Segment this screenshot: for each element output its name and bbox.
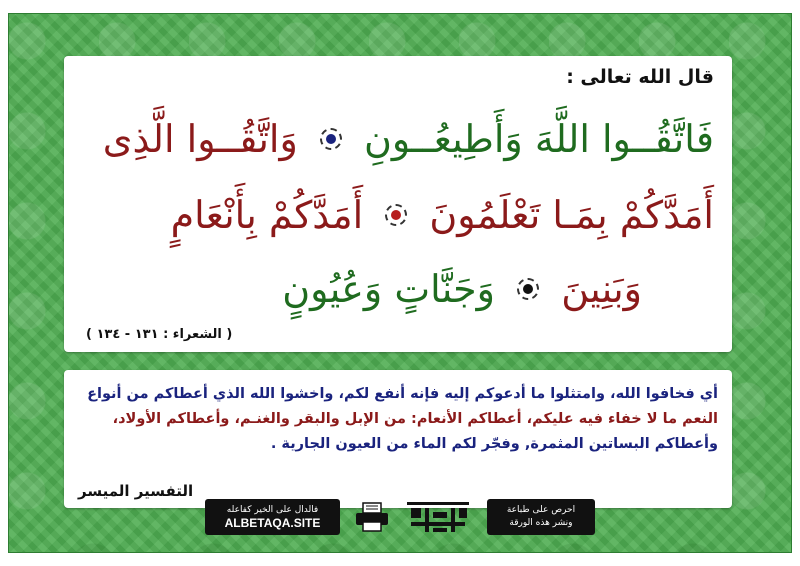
logo — [403, 497, 473, 537]
verse-line-1 — [82, 117, 714, 161]
verse-end-marker-icon — [517, 278, 539, 300]
site-caption: فالدال على الخير كفاعله — [226, 505, 319, 515]
verse-line-3-part-b: وَجَنَّاتٍ وَعُيُونٍ — [282, 267, 496, 311]
verse-line-2 — [82, 193, 714, 237]
site-badge[interactable] — [205, 499, 340, 535]
verse-panel — [64, 56, 732, 352]
tafsir-line-2: النعم ما لا خفاء فيه عليكم، أعطاكم الأنعام: من الإبل والبقر والغنـم، وأعطاكم الأولاد، — [112, 411, 718, 427]
verse-line-1-part-b: وَاتَّقُــوا الَّذِى — [102, 117, 298, 161]
verse-line-1-part-a: فَاتَّقُــوا اللَّهَ وَأَطِيعُــونِ — [364, 117, 714, 161]
print-notice-line-1: احرص على طباعة — [506, 505, 576, 515]
verse-line-2-part-a: أَمَدَّكُمْ بِمَـا تَعْلَمُونَ — [429, 193, 714, 237]
verse-end-marker-icon — [385, 204, 407, 226]
logo-mark-icon — [405, 498, 471, 536]
print-notice — [487, 499, 595, 535]
tafsir-text — [78, 382, 718, 457]
tafsir-line-3: وأعطاكم البساتين المثمرة, وفجّر لكم الماء من العيون الجارية . — [270, 436, 718, 452]
printer-icon — [354, 502, 390, 532]
print-notice-line-2: ونشر هذه الورقة — [509, 518, 573, 528]
verse-intro: قال الله تعالى : — [566, 66, 714, 88]
tafsir-panel — [64, 370, 732, 508]
verse-line-3 — [82, 267, 642, 311]
site-url[interactable]: ALBETAQA.SITE — [224, 516, 321, 530]
tafsir-source: التفسير الميسر — [78, 482, 194, 500]
footer — [205, 496, 595, 538]
verse-line-3-part-a: وَبَنِينَ — [561, 267, 642, 311]
verse-end-marker-icon — [320, 128, 342, 150]
verse-line-2-part-b: أَمَدَّكُمْ بِأَنْعَامٍ — [170, 193, 364, 237]
tafsir-line-1: أي فخافوا الله، وامتثلوا ما أدعوكم إليه فإنه أنفع لكم، واخشوا الله الذي أعطاكم من أنواع — [87, 386, 718, 402]
verse-reference: ( الشعراء : ١٣١ - ١٣٤ ) — [86, 327, 233, 342]
